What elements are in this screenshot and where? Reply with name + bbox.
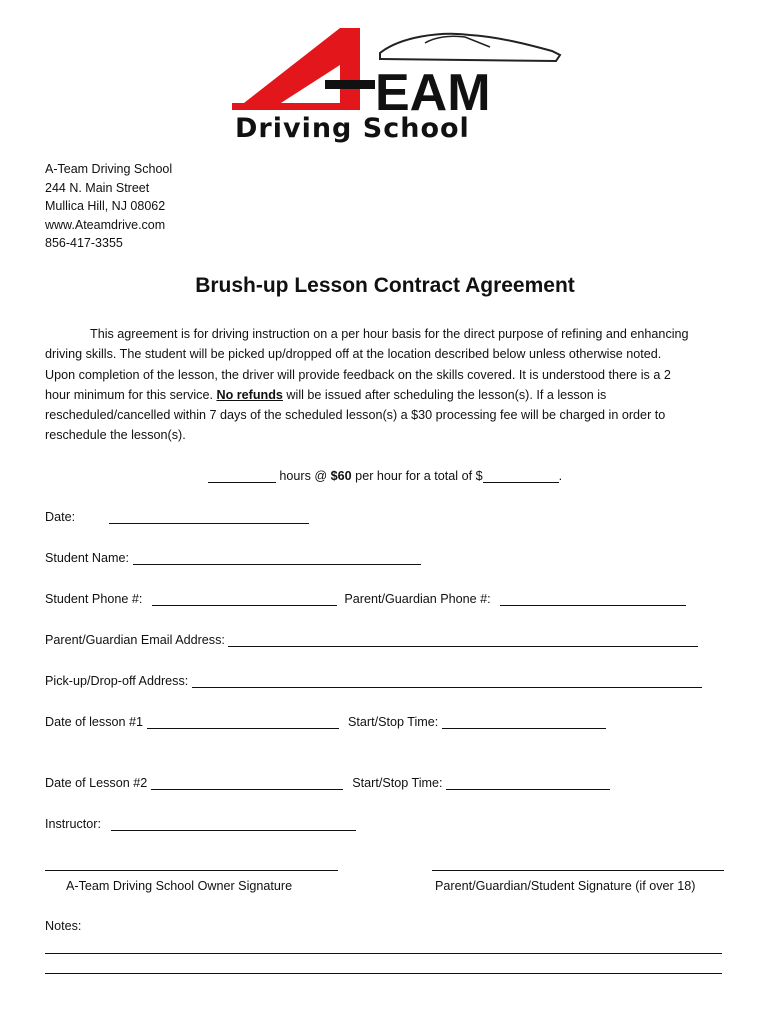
- agreement-text: will be issued after scheduling the lesson(s). If a lesson is rescheduled/cancelled within 7 days of the scheduled lesson(s) a $30 processing fee will be charged in order to reschedule the lesson(s).: [45, 387, 666, 443]
- start-stop2-label: Start/Stop Time:: [352, 776, 443, 790]
- period: .: [558, 469, 563, 483]
- lesson2-label: Date of Lesson #2: [45, 776, 148, 790]
- agreement-paragraph: [45, 324, 693, 446]
- parent-phone-field[interactable]: [500, 592, 686, 606]
- student-name-row: [45, 551, 421, 565]
- notes-label: Notes:: [45, 919, 82, 933]
- hours-line: [0, 469, 770, 483]
- date-field[interactable]: [109, 510, 309, 524]
- page-title: Brush-up Lesson Contract Agreement: [195, 274, 575, 297]
- student-name-field[interactable]: [133, 551, 421, 565]
- hours-label: hours @: [279, 469, 331, 483]
- no-refunds-text: No refunds: [216, 387, 283, 402]
- lesson1-row: [45, 715, 606, 729]
- start-stop2-field[interactable]: [446, 776, 610, 790]
- parent-email-label: Parent/Guardian Email Address:: [45, 633, 225, 647]
- phone-row: [45, 592, 686, 606]
- pickup-address-row: [45, 674, 702, 688]
- address-line: Mullica Hill, NJ 08062: [45, 199, 166, 214]
- address-line: 856-417-3355: [45, 236, 123, 251]
- notes-line[interactable]: [45, 953, 722, 954]
- owner-signature-line[interactable]: [45, 870, 338, 871]
- per-hour-label: per hour for a total of $: [351, 469, 483, 483]
- parent-email-row: [45, 633, 698, 647]
- instructor-field[interactable]: [111, 817, 356, 831]
- a-team-logo: [230, 25, 570, 143]
- instructor-label: Instructor:: [45, 817, 101, 831]
- parent-signature-label: Parent/Guardian/Student Signature (if over 18): [435, 879, 696, 893]
- student-phone-label: Student Phone #:: [45, 592, 143, 606]
- hours-field[interactable]: [208, 469, 276, 483]
- notes-line[interactable]: [45, 973, 722, 974]
- parent-phone-label: Parent/Guardian Phone #:: [344, 592, 491, 606]
- logo-team-text: EAM: [375, 64, 491, 122]
- address-line: www.Ateamdrive.com: [45, 217, 166, 232]
- agreement-text: This agreement is for driving instruction on a per hour basis for the direct purpose of refining and enhancing driving skills. The student will be picked up/dropped off at the location described below unless otherwise noted. Upon completion of the lesson, the driver will provide feedback on the skills covered. It is understood there is a 2 hour minimum for this service.: [45, 327, 689, 402]
- parent-signature-line[interactable]: [432, 870, 724, 871]
- pickup-address-label: Pick-up/Drop-off Address:: [45, 674, 189, 688]
- total-field[interactable]: [483, 469, 559, 483]
- car-outline: [380, 34, 560, 61]
- lesson1-date-field[interactable]: [147, 715, 339, 729]
- student-phone-field[interactable]: [152, 592, 337, 606]
- address-line: A-Team Driving School: [45, 162, 173, 176]
- lesson1-label: Date of lesson #1: [45, 715, 144, 729]
- logo-school-text: Driving School: [235, 113, 470, 143]
- student-name-label: Student Name:: [45, 551, 130, 565]
- date-label: Date:: [45, 510, 76, 524]
- school-address: [45, 160, 172, 253]
- date-row: [45, 510, 309, 524]
- lesson2-row: [45, 776, 610, 790]
- parent-email-field[interactable]: [228, 633, 698, 647]
- owner-signature-label: A-Team Driving School Owner Signature: [66, 879, 293, 893]
- instructor-row: [45, 817, 356, 831]
- start-stop1-label: Start/Stop Time:: [348, 715, 439, 729]
- pickup-address-field[interactable]: [192, 674, 702, 688]
- logo-a-shape: [235, 28, 360, 110]
- rate-value: $60: [330, 469, 352, 483]
- start-stop1-field[interactable]: [442, 715, 606, 729]
- lesson2-date-field[interactable]: [151, 776, 343, 790]
- address-line: 244 N. Main Street: [45, 180, 150, 195]
